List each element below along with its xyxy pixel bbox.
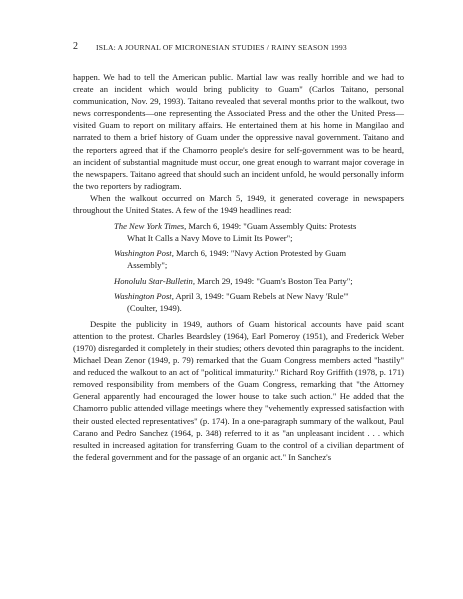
paragraph-2: When the walkout occurred on March 5, 1949, it generated coverage in newspapers throughout the United States. A few of the 1949 headlines read: <box>73 192 404 216</box>
headline-source: Washington Post, <box>114 290 174 301</box>
headline-item <box>114 220 364 244</box>
headline-source: The New York Times, <box>114 221 187 232</box>
headline-text: March 6, 1949: "Guam Assembly Quits: Protests What It Calls a Navy Move to Limit Its Power"; <box>127 221 357 244</box>
headline-text: March 6, 1949: "Navy Action Protested by Guam Assembly"; <box>127 248 347 271</box>
running-header: ISLA: A JOURNAL OF MICRONESIAN STUDIES / RAINY SEASON 1993 <box>96 43 347 52</box>
headline-source: Honolulu Star-Bulletin, <box>114 275 195 286</box>
headline-item <box>114 290 364 314</box>
headline-quotes <box>114 220 364 314</box>
page-number: 2 <box>73 41 78 52</box>
headline-item <box>114 275 364 287</box>
headline-text: March 29, 1949: "Guam's Boston Tea Party"; <box>195 275 353 286</box>
paragraph-3: Despite the publicity in 1949, authors of Guam historical accounts have paid scant attention to the protest. Charles Beardsley (1964), Earl Pomeroy (1951), and Frederick Weber (1970) disregarded it completely in their studies; others devoted thin paragraphs to the incident. Michael Dean Zenor (1949, p. 79) remarked that the Guam Congress members acted "hastily" and reduced the walkout to an act of "political immaturity." Richard Roy Griffith (1978, p. 171) removed responsibility from members of the Guam Congress, remarking that "the Attorney General apparently had encouraged the lower house to take such action." He added that the Chamorro public attended village meetings where they "vehemently expressed satisfaction with their ousted elected representatives" (p. 174). In a one-paragraph summary of the walkout, Paul Carano and Pedro Sanchez (1964, p. 348) referred to it as "an unpleasant incident . . . which resulted in increased agitation for transferring Guam to the control of a civilian department of the federal government and for the passage of an organic act." In Sanchez's <box>73 318 404 462</box>
article-body <box>73 71 404 463</box>
headline-text: April 3, 1949: "Guam Rebels at New Navy 'Rule'" (Coulter, 1949). <box>127 290 349 313</box>
headline-item <box>114 247 364 271</box>
paragraph-1: happen. We had to tell the American public. Martial law was really horrible and we had to create an incident which would bring publicity to Guam" (Carlos Taitano, personal communication, Nov. 29, 1993). Taitano revealed that several months prior to the walkout, two news correspondents—one representing the Associated Press and the other the United Press—visited Guam to report on military affairs. He entertained them at his home in Mangilao and narrated to them a brief history of Guam under the oppressive naval government. Taitano and the reporters agreed that if the Chamorro people's desire for self-government was to be heard, an incident of substantial magnitude must occur, one great enough to warrant major coverage in the newspapers. Taitano agreed that should such an incident unfold, he would personally inform the two reporters by radiogram. <box>73 72 404 191</box>
headline-source: Washington Post, <box>114 248 174 259</box>
